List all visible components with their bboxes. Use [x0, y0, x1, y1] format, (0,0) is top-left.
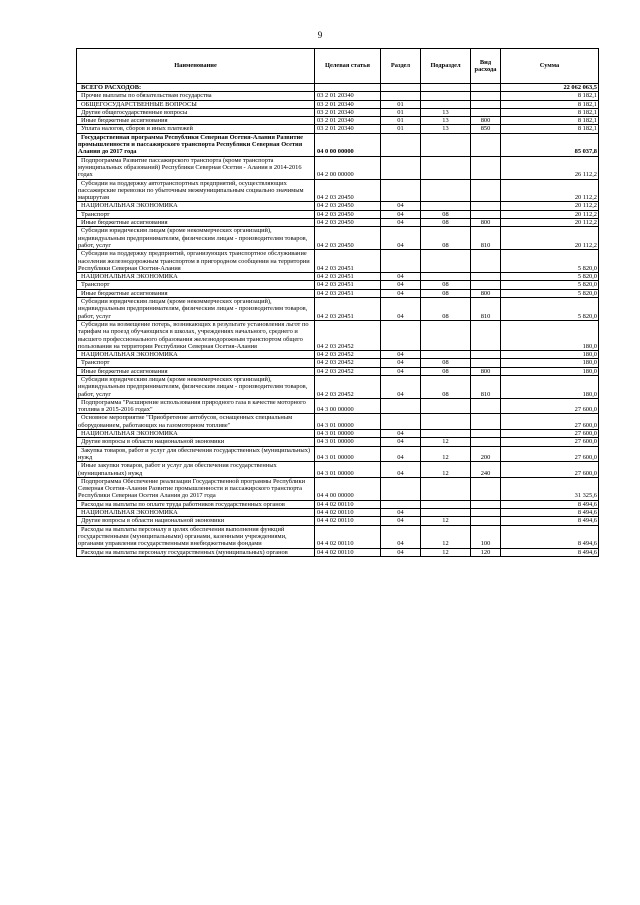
- row-subsection-cell: [421, 92, 471, 100]
- row-section-cell: 01: [381, 125, 421, 133]
- table-row: [77, 133, 599, 156]
- row-type-cell: [471, 281, 501, 289]
- row-article-cell: 04 2 03 20452: [315, 375, 381, 398]
- row-subsection-cell: [421, 202, 471, 210]
- row-section-cell: 04: [381, 219, 421, 227]
- row-sum-cell: 8 494,6: [501, 525, 599, 548]
- header-subsection: Подраздел: [421, 49, 471, 84]
- row-article-cell: 04 2 03 20450: [315, 219, 381, 227]
- row-name-cell: Субсидии юридическим лицам (кроме некоммерческих организаций), индивидуальным предпринимателям, физическим лицам - производителям товаров, работ, услуг: [77, 227, 315, 250]
- row-type-cell: 810: [471, 227, 501, 250]
- row-section-cell: 01: [381, 108, 421, 116]
- row-sum-cell: 20 112,2: [501, 219, 599, 227]
- row-name-cell: Подпрограмма Обеспечение реализации Государственной программы Республики Северная Осетия-Алания Развитие промышленности и пассажирского транспорта Республики Северная Осетия Алания до 2017 года: [77, 477, 315, 500]
- row-name-cell: Расходы на выплаты персоналу в целях обеспечения выполнения функций государственными (муниципальными) органами, казенными учреждениями, органами управления государственными внебюджетными фондами: [77, 525, 315, 548]
- row-name-cell: Расходы на выплаты персоналу государственных (муниципальных) органов: [77, 548, 315, 556]
- header-section: Раздел: [381, 49, 421, 84]
- row-name-cell: Другие общегосударственные вопросы: [77, 108, 315, 116]
- row-subsection-cell: 08: [421, 281, 471, 289]
- row-sum-cell: 5 820,0: [501, 289, 599, 297]
- row-section-cell: 04: [381, 273, 421, 281]
- row-section-cell: 04: [381, 281, 421, 289]
- row-section-cell: 04: [381, 462, 421, 478]
- row-name-cell: Иные закупки товаров, работ и услуг для обеспечения государственных (муниципальных) нужд: [77, 462, 315, 478]
- table-row: [77, 398, 599, 414]
- row-section-cell: [381, 320, 421, 350]
- row-sum-cell: 5 820,0: [501, 281, 599, 289]
- row-sum-cell: 27 600,0: [501, 430, 599, 438]
- row-article-cell: 03 2 01 20340: [315, 117, 381, 125]
- row-article-cell: 03 2 01 20340: [315, 125, 381, 133]
- table-row: [77, 375, 599, 398]
- row-article-cell: 04 3 00 00000: [315, 398, 381, 414]
- table-row: [77, 289, 599, 297]
- table-row: [77, 219, 599, 227]
- row-subsection-cell: [421, 156, 471, 179]
- row-section-cell: 04: [381, 438, 421, 446]
- row-section-cell: 04: [381, 525, 421, 548]
- row-type-cell: [471, 351, 501, 359]
- row-sum-cell: 180,0: [501, 375, 599, 398]
- row-name-cell: ВСЕГО РАСХОДОВ:: [77, 84, 315, 92]
- row-type-cell: [471, 92, 501, 100]
- row-section-cell: [381, 250, 421, 273]
- row-section-cell: 01: [381, 117, 421, 125]
- table-row: [77, 414, 599, 430]
- row-subsection-cell: [421, 398, 471, 414]
- table-row: [77, 92, 599, 100]
- table-row: [77, 273, 599, 281]
- expenses-table: [76, 48, 599, 557]
- table-row: [77, 210, 599, 218]
- row-subsection-cell: 08: [421, 289, 471, 297]
- row-type-cell: [471, 500, 501, 508]
- row-sum-cell: 85 037,8: [501, 133, 599, 156]
- row-type-cell: 800: [471, 117, 501, 125]
- row-article-cell: 04 3 01 00000: [315, 462, 381, 478]
- row-subsection-cell: [421, 84, 471, 92]
- row-article-cell: 04 2 03 20452: [315, 351, 381, 359]
- row-sum-cell: 8 182,1: [501, 117, 599, 125]
- row-section-cell: 04: [381, 298, 421, 321]
- row-name-cell: Расходы на выплаты по оплате труда работников государственных органов: [77, 500, 315, 508]
- row-sum-cell: 22 062 063,5: [501, 84, 599, 92]
- row-subsection-cell: 12: [421, 462, 471, 478]
- row-article-cell: [315, 84, 381, 92]
- row-name-cell: Транспорт: [77, 281, 315, 289]
- table-row: [77, 84, 599, 92]
- table-row: [77, 320, 599, 350]
- row-section-cell: 04: [381, 289, 421, 297]
- row-section-cell: [381, 500, 421, 508]
- row-name-cell: Субсидии на поддержку автотранспортных предприятий, осуществляющих пассажирские перевозки по убыточным межмуниципальным социально значимым маршрутам: [77, 179, 315, 202]
- row-subsection-cell: 13: [421, 117, 471, 125]
- row-type-cell: 120: [471, 548, 501, 556]
- row-sum-cell: 8 494,6: [501, 548, 599, 556]
- row-article-cell: 04 2 03 20451: [315, 281, 381, 289]
- row-name-cell: Субсидии юридическим лицам (кроме некоммерческих организаций), индивидуальным предпринимателям, физическим лицам - производителям товаров, работ, услуг: [77, 298, 315, 321]
- row-article-cell: 04 4 02 00110: [315, 517, 381, 525]
- row-name-cell: Другие вопросы в области национальной экономики: [77, 517, 315, 525]
- row-article-cell: 04 2 03 20450: [315, 210, 381, 218]
- table-row: [77, 250, 599, 273]
- row-type-cell: [471, 430, 501, 438]
- table-row: [77, 517, 599, 525]
- row-article-cell: 04 4 02 00110: [315, 548, 381, 556]
- row-name-cell: Транспорт: [77, 210, 315, 218]
- row-article-cell: 04 4 02 00110: [315, 525, 381, 548]
- row-article-cell: 04 3 01 00000: [315, 430, 381, 438]
- row-name-cell: НАЦИОНАЛЬНАЯ ЭКОНОМИКА: [77, 430, 315, 438]
- table-row: [77, 351, 599, 359]
- table-header-row: [77, 49, 599, 84]
- row-section-cell: 04: [381, 430, 421, 438]
- row-article-cell: 04 0 00 00000: [315, 133, 381, 156]
- row-type-cell: [471, 156, 501, 179]
- row-sum-cell: 27 600,0: [501, 462, 599, 478]
- row-article-cell: 04 4 02 00110: [315, 500, 381, 508]
- row-name-cell: Транспорт: [77, 359, 315, 367]
- row-sum-cell: 8 494,6: [501, 500, 599, 508]
- row-subsection-cell: 08: [421, 210, 471, 218]
- table-row: [77, 281, 599, 289]
- table-row: [77, 179, 599, 202]
- row-subsection-cell: 08: [421, 219, 471, 227]
- row-name-cell: Иные бюджетные ассигнования: [77, 289, 315, 297]
- row-name-cell: НАЦИОНАЛЬНАЯ ЭКОНОМИКА: [77, 509, 315, 517]
- header-type: Вид расхода: [471, 49, 501, 84]
- row-article-cell: 03 2 01 20340: [315, 108, 381, 116]
- row-name-cell: Субсидии юридическим лицам (кроме некоммерческих организаций), индивидуальным предпринимателям, физическим лицам - производителям товаров, работ, услуг: [77, 375, 315, 398]
- table-row: [77, 548, 599, 556]
- row-article-cell: 04 2 03 20451: [315, 289, 381, 297]
- row-type-cell: 810: [471, 298, 501, 321]
- row-sum-cell: 27 600,0: [501, 414, 599, 430]
- row-sum-cell: 20 112,2: [501, 227, 599, 250]
- row-section-cell: [381, 92, 421, 100]
- row-sum-cell: 180,0: [501, 359, 599, 367]
- row-section-cell: 04: [381, 509, 421, 517]
- row-type-cell: 810: [471, 375, 501, 398]
- table-row: [77, 462, 599, 478]
- row-sum-cell: 8 182,1: [501, 108, 599, 116]
- row-type-cell: [471, 438, 501, 446]
- row-section-cell: 04: [381, 375, 421, 398]
- row-name-cell: Основное мероприятие "Приобретение автобусов, оснащенных специальным оборудованием, работающих на газомоторном топливе": [77, 414, 315, 430]
- row-article-cell: 03 2 01 20340: [315, 92, 381, 100]
- row-article-cell: 04 2 03 20452: [315, 320, 381, 350]
- table-row: [77, 156, 599, 179]
- row-name-cell: Другие вопросы в области национальной экономики: [77, 438, 315, 446]
- row-article-cell: 04 2 00 00000: [315, 156, 381, 179]
- row-name-cell: НАЦИОНАЛЬНАЯ ЭКОНОМИКА: [77, 202, 315, 210]
- row-section-cell: [381, 133, 421, 156]
- table-row: [77, 477, 599, 500]
- row-sum-cell: 8 182,1: [501, 92, 599, 100]
- row-section-cell: 04: [381, 359, 421, 367]
- table-row: [77, 125, 599, 133]
- row-subsection-cell: [421, 430, 471, 438]
- row-sum-cell: 26 112,2: [501, 156, 599, 179]
- row-sum-cell: 5 820,0: [501, 250, 599, 273]
- row-sum-cell: 20 112,2: [501, 210, 599, 218]
- table-row: [77, 117, 599, 125]
- row-section-cell: [381, 477, 421, 500]
- row-section-cell: [381, 414, 421, 430]
- row-type-cell: [471, 179, 501, 202]
- row-section-cell: 04: [381, 517, 421, 525]
- table-row: [77, 500, 599, 508]
- row-subsection-cell: [421, 509, 471, 517]
- row-sum-cell: 8 182,1: [501, 100, 599, 108]
- row-type-cell: [471, 414, 501, 430]
- row-name-cell: Иные бюджетные ассигнования: [77, 117, 315, 125]
- table-row: [77, 430, 599, 438]
- row-subsection-cell: 12: [421, 525, 471, 548]
- row-sum-cell: 31 325,6: [501, 477, 599, 500]
- row-section-cell: 04: [381, 446, 421, 462]
- table-row: [77, 509, 599, 517]
- row-type-cell: [471, 100, 501, 108]
- row-section-cell: [381, 84, 421, 92]
- row-subsection-cell: [421, 133, 471, 156]
- header-article: Целевая статья: [315, 49, 381, 84]
- table-row: [77, 367, 599, 375]
- row-name-cell: Субсидии на поддержку предприятий, организующих транспортное обслуживание населения железнодорожным транспортом в пригородном сообщении на территории Республики Северная Осетия-Алания: [77, 250, 315, 273]
- row-article-cell: 04 3 01 00000: [315, 414, 381, 430]
- table-row: [77, 227, 599, 250]
- row-sum-cell: 5 820,0: [501, 273, 599, 281]
- row-article-cell: 04 3 01 00000: [315, 446, 381, 462]
- row-sum-cell: 180,0: [501, 320, 599, 350]
- header-sum: Сумма: [501, 49, 599, 84]
- row-section-cell: [381, 398, 421, 414]
- row-name-cell: Подпрограмма "Расширение использования природного газа в качестве моторного топлива в 2015-2016 годах": [77, 398, 315, 414]
- row-type-cell: 800: [471, 219, 501, 227]
- row-type-cell: 240: [471, 462, 501, 478]
- row-sum-cell: 20 112,2: [501, 179, 599, 202]
- row-type-cell: 100: [471, 525, 501, 548]
- row-type-cell: [471, 359, 501, 367]
- table-row: [77, 298, 599, 321]
- row-name-cell: Уплата налогов, сборов и иных платежей: [77, 125, 315, 133]
- row-article-cell: 03 2 01 20340: [315, 100, 381, 108]
- row-article-cell: 04 2 03 20452: [315, 359, 381, 367]
- row-section-cell: 01: [381, 100, 421, 108]
- table-row: [77, 446, 599, 462]
- header-name: Наименование: [77, 49, 315, 84]
- row-sum-cell: 5 820,0: [501, 298, 599, 321]
- row-article-cell: 04 4 00 00000: [315, 477, 381, 500]
- row-subsection-cell: 12: [421, 438, 471, 446]
- row-type-cell: 850: [471, 125, 501, 133]
- row-sum-cell: 27 600,0: [501, 446, 599, 462]
- row-article-cell: 04 2 03 20452: [315, 367, 381, 375]
- row-subsection-cell: [421, 273, 471, 281]
- row-name-cell: Иные бюджетные ассигнования: [77, 367, 315, 375]
- row-subsection-cell: [421, 477, 471, 500]
- table-body: [77, 84, 599, 557]
- row-article-cell: 04 2 03 20450: [315, 227, 381, 250]
- row-article-cell: 04 2 03 20451: [315, 298, 381, 321]
- row-type-cell: [471, 509, 501, 517]
- row-subsection-cell: 08: [421, 375, 471, 398]
- row-name-cell: Прочие выплаты по обязательствам государства: [77, 92, 315, 100]
- row-type-cell: 800: [471, 367, 501, 375]
- row-type-cell: [471, 210, 501, 218]
- row-type-cell: 800: [471, 289, 501, 297]
- row-sum-cell: 8 494,6: [501, 509, 599, 517]
- row-type-cell: [471, 250, 501, 273]
- row-sum-cell: 27 600,0: [501, 438, 599, 446]
- row-type-cell: 200: [471, 446, 501, 462]
- row-sum-cell: 180,0: [501, 367, 599, 375]
- row-subsection-cell: [421, 414, 471, 430]
- page-number: 9: [317, 30, 323, 40]
- row-name-cell: ОБЩЕГОСУДАРСТВЕННЫЕ ВОПРОСЫ: [77, 100, 315, 108]
- row-subsection-cell: [421, 500, 471, 508]
- row-type-cell: [471, 517, 501, 525]
- row-section-cell: 04: [381, 227, 421, 250]
- row-type-cell: [471, 108, 501, 116]
- row-type-cell: [471, 202, 501, 210]
- row-article-cell: 04 2 03 20451: [315, 273, 381, 281]
- row-name-cell: Государственная программа Республики Северная Осетия-Алания Развитие промышленности и пассажирского транспорта Республики Северная Осетия Алания до 2017 года: [77, 133, 315, 156]
- table-row: [77, 108, 599, 116]
- row-subsection-cell: 12: [421, 446, 471, 462]
- row-sum-cell: 27 600,0: [501, 398, 599, 414]
- row-sum-cell: 8 494,6: [501, 517, 599, 525]
- row-subsection-cell: [421, 100, 471, 108]
- row-section-cell: [381, 179, 421, 202]
- row-name-cell: НАЦИОНАЛЬНАЯ ЭКОНОМИКА: [77, 273, 315, 281]
- row-type-cell: [471, 477, 501, 500]
- row-subsection-cell: [421, 320, 471, 350]
- row-type-cell: [471, 84, 501, 92]
- table-row: [77, 100, 599, 108]
- row-sum-cell: 180,0: [501, 351, 599, 359]
- row-article-cell: 04 2 03 20450: [315, 179, 381, 202]
- row-subsection-cell: 13: [421, 125, 471, 133]
- row-section-cell: 04: [381, 367, 421, 375]
- row-type-cell: [471, 273, 501, 281]
- table-row: [77, 359, 599, 367]
- row-section-cell: [381, 156, 421, 179]
- row-type-cell: [471, 320, 501, 350]
- row-subsection-cell: 08: [421, 367, 471, 375]
- row-name-cell: НАЦИОНАЛЬНАЯ ЭКОНОМИКА: [77, 351, 315, 359]
- row-name-cell: Иные бюджетные ассигнования: [77, 219, 315, 227]
- table-row: [77, 525, 599, 548]
- row-subsection-cell: 08: [421, 298, 471, 321]
- row-type-cell: [471, 398, 501, 414]
- row-subsection-cell: 08: [421, 227, 471, 250]
- row-section-cell: 04: [381, 202, 421, 210]
- row-article-cell: 04 2 03 20450: [315, 202, 381, 210]
- table-row: [77, 202, 599, 210]
- row-name-cell: Закупка товаров, работ и услуг для обеспечения государственных (муниципальных) нужд: [77, 446, 315, 462]
- row-subsection-cell: 13: [421, 108, 471, 116]
- row-subsection-cell: [421, 179, 471, 202]
- row-subsection-cell: [421, 250, 471, 273]
- row-section-cell: 04: [381, 210, 421, 218]
- row-article-cell: 04 2 03 20451: [315, 250, 381, 273]
- row-section-cell: 04: [381, 548, 421, 556]
- row-subsection-cell: [421, 351, 471, 359]
- row-sum-cell: 20 112,2: [501, 202, 599, 210]
- row-sum-cell: 8 182,1: [501, 125, 599, 133]
- row-subsection-cell: 12: [421, 548, 471, 556]
- table-row: [77, 438, 599, 446]
- row-subsection-cell: 08: [421, 359, 471, 367]
- row-name-cell: Подпрограмма Развитие пассажирского транспорта (кроме транспорта муниципальных образований) Республики Северная Осетия - Алания в 2014-2016 годах: [77, 156, 315, 179]
- row-name-cell: Субсидии на возмещение потерь, возникающих в результате установления льгот по тарифам на проезд обучающихся в школах, учреждениях начального, среднего и высшего профессионального образования железнодорожным транспортом общего пользования на территории Республики Северная Осетия-Алания: [77, 320, 315, 350]
- row-subsection-cell: 12: [421, 517, 471, 525]
- row-article-cell: 04 4 02 00110: [315, 509, 381, 517]
- row-article-cell: 04 3 01 00000: [315, 438, 381, 446]
- row-section-cell: 04: [381, 351, 421, 359]
- row-type-cell: [471, 133, 501, 156]
